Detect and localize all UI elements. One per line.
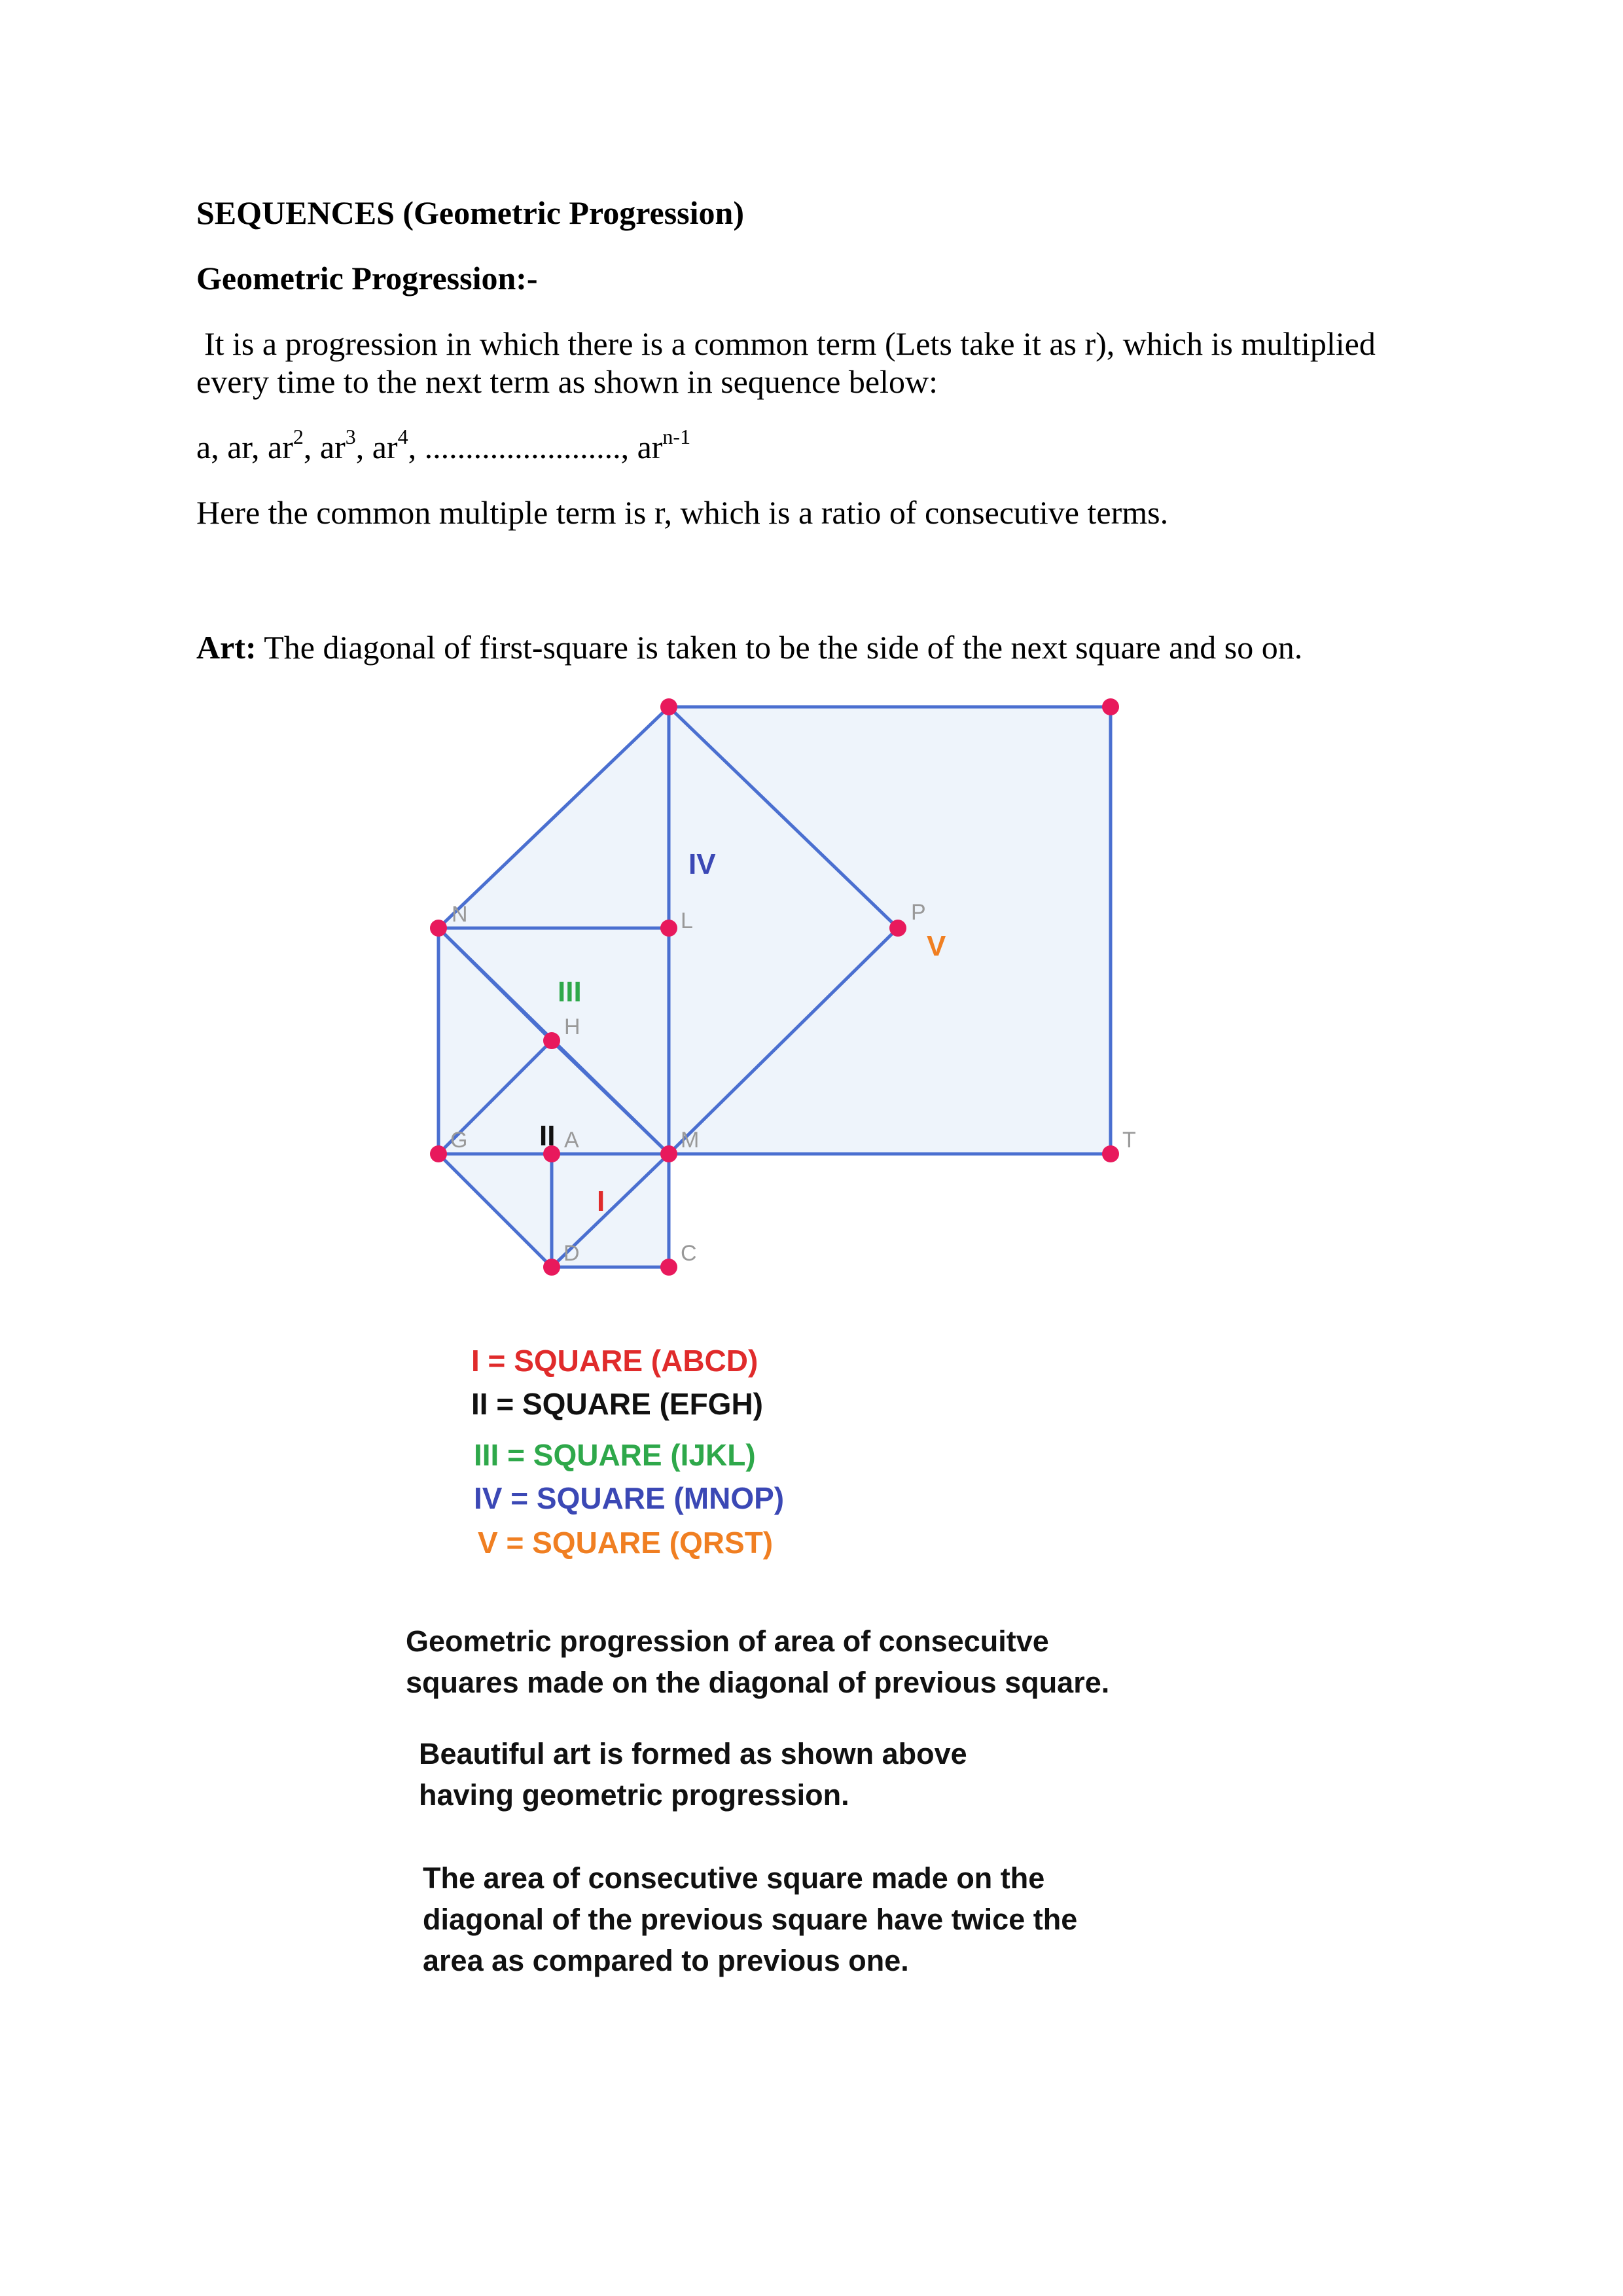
square-label-i: I [597,1185,605,1217]
legend-item-ii: II = SQUARE (EFGH) [471,1387,763,1421]
note-gp-area [406,1621,1109,1703]
note-twice-area [423,1857,1077,1981]
point-label-a: A [564,1128,579,1153]
art-text: The diagonal of first-square is taken to be the side of the next square and so on. [264,629,1303,666]
point-c [660,1259,677,1276]
seq-part-3: , ar [355,429,398,465]
intro-line-1: It is a progression in which there is a common term (Lets take it as r), which is multiplied [204,325,1376,362]
point-n [430,920,447,937]
legend-item-i: I = SQUARE (ABCD) [471,1344,758,1378]
point-h [543,1032,560,1049]
point-p [889,920,906,937]
point-m [660,1145,677,1162]
legend-item-iv: IV = SQUARE (MNOP) [474,1481,785,1515]
legend-item-v: V = SQUARE (QRST) [478,1526,774,1560]
seq-exp-4: n-1 [662,425,691,449]
note-gp-area-line-2: squares made on the diagonal of previous square. [406,1666,1110,1699]
note-twice-area-line-1: The area of consecutive square made on the [423,1861,1045,1895]
seq-part-1: a, ar, ar [196,429,293,465]
squares-diagram [353,694,1204,1296]
intro-line-2: every time to the next term as shown in sequence below: [196,363,938,400]
square-label-iv: IV [688,848,716,880]
sequence-formula [196,425,691,466]
point-label-p: P [911,900,926,925]
note-beautiful-art [419,1733,967,1816]
note-twice-area-line-3: area as compared to previous one. [423,1944,909,1977]
point-label-l: L [681,908,693,933]
point-top [660,698,677,715]
seq-exp-2: 3 [345,425,356,449]
square-fills [438,707,1111,1267]
note-beautiful-art-line-2: having geometric progression. [419,1778,849,1812]
point-t [1102,1145,1119,1162]
point-label-d: D [563,1241,580,1266]
point-label-t: T [1122,1128,1136,1153]
point-label-m: M [681,1128,700,1153]
seq-exp-3: 4 [397,425,408,449]
seq-part-4: , ........................, ar [408,429,663,465]
seq-exp-1: 2 [293,425,304,449]
point-label-h: H [564,1014,580,1039]
square-label-v: V [927,930,946,962]
point-d [543,1259,560,1276]
point-top-right [1102,698,1119,715]
note-gp-area-line-1: Geometric progression of area of consecuitve [406,1624,1049,1658]
note-beautiful-art-line-1: Beautiful art is formed as shown above [419,1737,967,1770]
art-label: Art: [196,629,257,666]
point-l [660,920,677,937]
legend-item-iii: III = SQUARE (IJKL) [474,1438,756,1472]
section-heading: Geometric Progression:- [196,260,538,296]
point-label-g: G [450,1128,468,1153]
square-label-ii: II [539,1120,556,1152]
square-label-iii: III [558,976,582,1008]
page-title: SEQUENCES (Geometric Progression) [196,194,744,231]
point-label-c: C [681,1241,697,1266]
note-twice-area-line-2: diagonal of the previous square have twice the [423,1903,1078,1936]
point-g [430,1145,447,1162]
point-label-n: N [452,902,468,927]
common-multiple-text: Here the common multiple term is r, which is a ratio of consecutive terms. [196,494,1169,531]
art-paragraph [196,628,1302,666]
seq-part-2: , ar [303,429,346,465]
